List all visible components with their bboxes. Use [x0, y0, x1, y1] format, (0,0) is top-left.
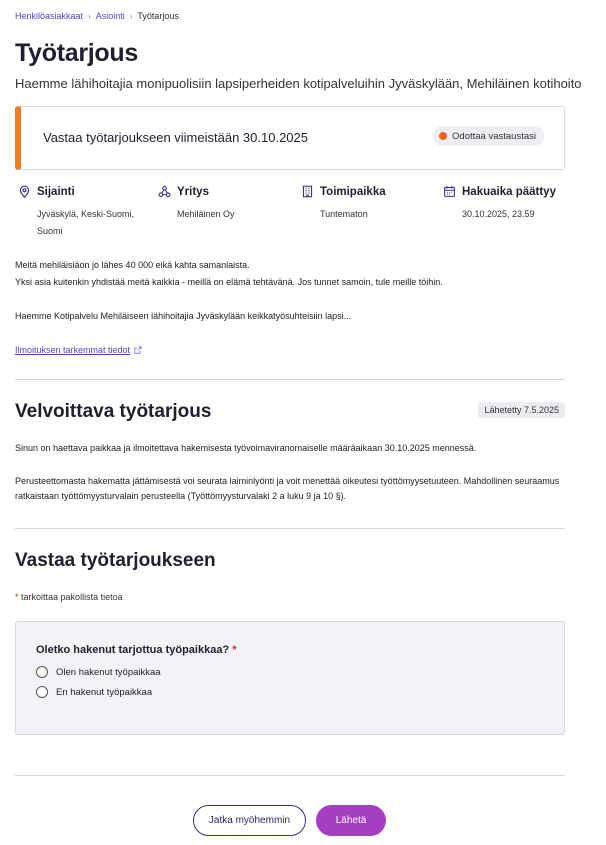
breadcrumb-separator-icon: ›: [129, 11, 133, 21]
question-box: [15, 621, 565, 735]
info-deadline: [443, 185, 556, 223]
response-title: Vastaa työtarjoukseen: [15, 550, 216, 571]
calendar-icon: [443, 185, 456, 198]
description-line-1: Meitä mehiläisiäon jo lähes 40 000 eikä kahta samanlaista.: [15, 260, 250, 270]
continue-later-button[interactable]: Jatka myöhemmin: [193, 805, 306, 836]
info-location-header: [18, 185, 134, 198]
question-text: Oletko hakenut tarjottua työpaikkaa?: [36, 644, 230, 656]
deadline-box: [15, 106, 565, 170]
radio-button[interactable]: [36, 686, 48, 698]
breadcrumb: [15, 11, 179, 21]
info-location: [18, 185, 134, 240]
status-dot-icon: [439, 132, 447, 140]
question-label: [36, 644, 237, 656]
info-deadline-header: [443, 185, 556, 198]
sent-date-badge: Lähetetty 7.5.2025: [478, 402, 565, 418]
location-pin-icon: [18, 185, 31, 198]
info-deadline-label: Hakuaika päättyy: [462, 185, 556, 198]
job-details-link-label: Ilmoituksen tarkemmat tiedot: [15, 345, 131, 355]
required-star: *: [15, 592, 19, 602]
required-note-text: tarkoittaa pakollista tietoa: [21, 592, 123, 602]
divider: [15, 775, 565, 776]
question-required-star: *: [232, 644, 237, 656]
info-company-value: Mehiläinen Oy: [177, 209, 235, 219]
info-office: [301, 185, 386, 223]
obligation-paragraph-1: Sinun on haettava paikkaa ja ilmoitettava hakemisesta työvoimaviranomaiselle määräaikaan 30.10.2025 mennessä.: [15, 443, 477, 453]
required-note: [15, 592, 123, 602]
info-office-header: [301, 185, 386, 198]
info-company: [158, 185, 235, 223]
status-badge-label: Odottaa vastaustasi: [452, 130, 536, 142]
page-title: Työtarjous: [15, 39, 138, 67]
radio-option-label: En hakenut työpaikkaa: [56, 686, 153, 698]
company-network-icon: [158, 185, 171, 198]
radio-option-applied[interactable]: [36, 666, 161, 678]
info-location-value-line1: Jyväskylä, Keski-Suomi,: [37, 209, 135, 219]
building-icon: [301, 185, 314, 198]
obligation-title: Velvoittava työtarjous: [15, 401, 212, 422]
breadcrumb-separator-icon: ›: [88, 11, 91, 21]
radio-option-label: Olen hakenut työpaikkaa: [56, 666, 161, 678]
info-company-header: [158, 185, 235, 198]
info-location-value: [37, 206, 134, 240]
info-location-value-line2: Suomi: [37, 226, 63, 236]
info-office-label: Toimipaikka: [320, 185, 386, 198]
radio-button[interactable]: [36, 666, 48, 678]
info-location-label: Sijainti: [37, 185, 75, 198]
divider: [15, 528, 565, 529]
breadcrumb-link-asiointi[interactable]: Asiointi: [95, 11, 125, 21]
radio-option-not-applied[interactable]: [36, 686, 152, 698]
page-subtitle: Haemme lähihoitajia monipuolisiin lapsiperheiden kotipalveluihin Jyväskylään, Mehiläinen kotihoito: [15, 76, 582, 91]
breadcrumb-link-henkiloasiakkaat[interactable]: Henkilöasiakkaat: [15, 11, 84, 21]
job-info-grid: [15, 185, 565, 245]
divider: [15, 379, 565, 380]
description-line-3: Haemme Kotipalvelu Mehiläiseen lähihoitajia Jyväskylään keikkatyösuhteisiin lapsi...: [15, 311, 352, 321]
job-details-link[interactable]: [15, 345, 142, 355]
info-company-label: Yritys: [177, 185, 209, 198]
info-deadline-value: 30.10.2025, 23.59: [462, 209, 535, 219]
deadline-text: Vastaa työtarjoukseen viimeistään 30.10.2025: [43, 130, 308, 145]
send-button[interactable]: Lähetä: [316, 805, 386, 836]
status-badge: [433, 126, 544, 146]
external-link-icon: [134, 346, 142, 354]
breadcrumb-current: Työtarjous: [137, 11, 179, 21]
description-line-2: Yksi asia kuitenkin yhdistää meitä kaikkia - meillä on elämä tehtävänä. Jos tunnet samoin, tule meille töihin.: [15, 277, 443, 287]
obligation-paragraph-2: Perusteettomasta hakematta jättämisestä voi seurata laiminlyönti ja voit menettää oikeutesi työttömyysetuuteen. Mahdollinen seuraamus ratkaistaan työttömyysturvalain perusteella (Työttömyysturvalaki 2 a luku 9 ja 10 §).: [15, 476, 560, 501]
info-office-value: Tuntematon: [320, 209, 368, 219]
